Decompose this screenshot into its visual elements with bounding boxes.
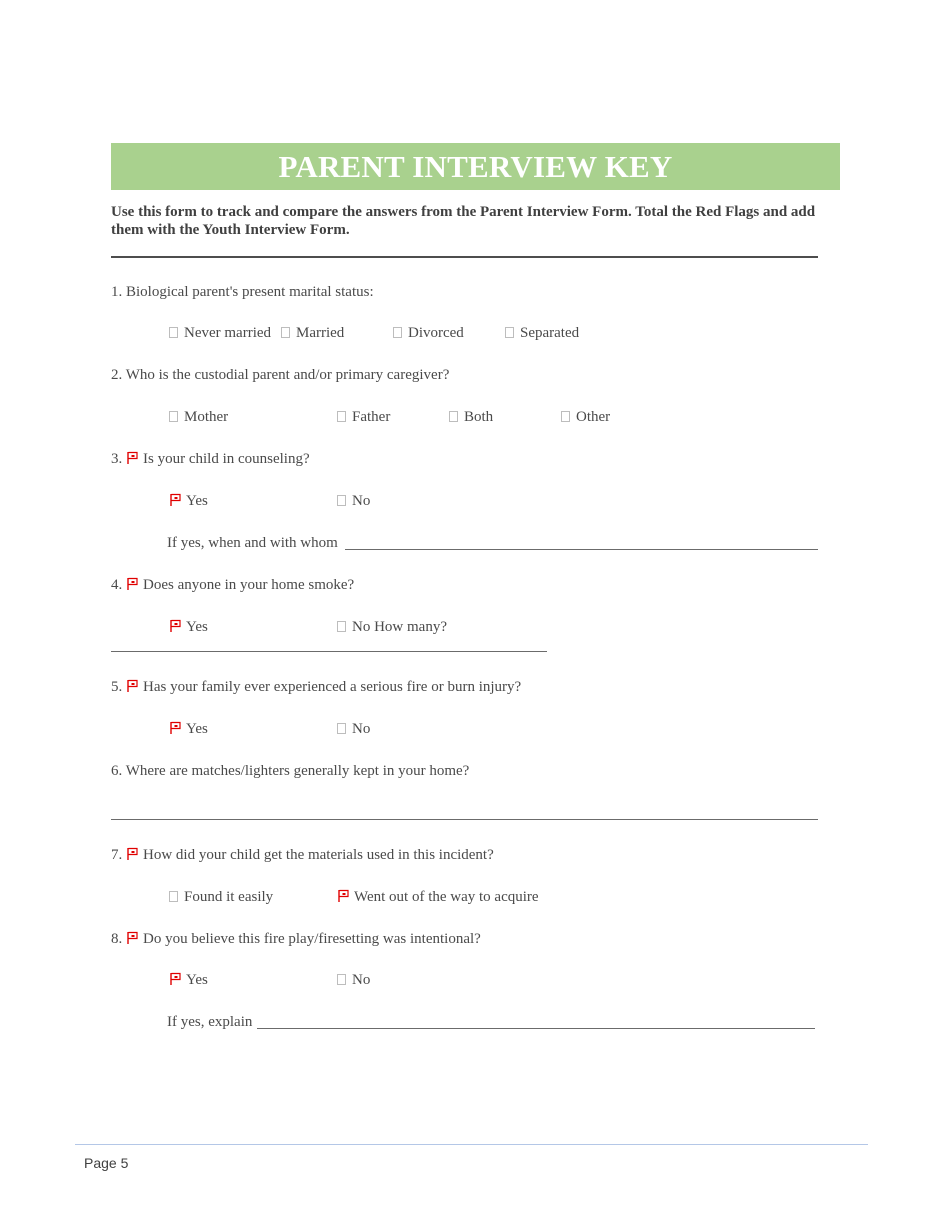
red-flag-icon <box>337 889 350 902</box>
title-banner <box>111 143 840 190</box>
option-never-married[interactable]: Never married <box>169 325 271 342</box>
answer-line[interactable] <box>257 1028 815 1029</box>
red-flag-icon <box>126 577 139 590</box>
red-flag-icon <box>126 451 139 464</box>
answer-line[interactable] <box>345 549 818 550</box>
checkbox-icon <box>337 411 346 422</box>
question-8: 8. Do you believe this fire play/firesetting was intentional? <box>111 931 481 947</box>
intro-text: Use this form to track and compare the answers from the Parent Interview Form. Total the Red Flags and add them with the Youth Interview Form. <box>111 204 816 238</box>
option-both[interactable]: Both <box>449 409 493 426</box>
question-4: 4. Does anyone in your home smoke? <box>111 577 355 593</box>
question-1: 1. Biological parent's present marital status: <box>111 284 374 300</box>
option-mother[interactable]: Mother <box>169 409 228 426</box>
checkbox-icon <box>169 327 178 338</box>
option-no[interactable]: No <box>337 972 370 989</box>
answer-line[interactable] <box>111 651 547 652</box>
checkbox-icon <box>337 621 346 632</box>
checkbox-icon <box>281 327 290 338</box>
option-no[interactable]: No <box>337 493 370 510</box>
header-divider <box>111 256 818 258</box>
option-other[interactable]: Other <box>561 409 610 426</box>
page-title: PARENT INTERVIEW KEY <box>278 148 673 184</box>
question-7: 7. How did your child get the materials used in this incident? <box>111 847 494 863</box>
option-father[interactable]: Father <box>337 409 390 426</box>
option-yes[interactable]: Yes <box>169 721 208 738</box>
red-flag-icon <box>126 931 139 944</box>
option-yes[interactable]: Yes <box>169 493 208 510</box>
checkbox-icon <box>449 411 458 422</box>
question-2: 2. Who is the custodial parent and/or primary caregiver? <box>111 367 450 383</box>
checkbox-icon <box>505 327 514 338</box>
followup-label: If yes, explain <box>167 1014 253 1030</box>
footer-divider <box>75 1144 868 1145</box>
checkbox-icon <box>337 495 346 506</box>
checkbox-icon <box>169 891 178 902</box>
page-number: Page 5 <box>84 1155 129 1171</box>
answer-line[interactable] <box>111 819 818 820</box>
followup-label: If yes, when and with whom <box>167 535 338 551</box>
option-married[interactable]: Married <box>281 325 344 342</box>
question-6: 6. Where are matches/lighters generally kept in your home? <box>111 763 470 779</box>
question-3: 3. Is your child in counseling? <box>111 451 310 467</box>
option-went-out-of-way[interactable]: Went out of the way to acquire <box>337 889 539 906</box>
question-5: 5. Has your family ever experienced a serious fire or burn injury? <box>111 679 522 695</box>
option-separated[interactable]: Separated <box>505 325 579 342</box>
option-yes[interactable]: Yes <box>169 619 208 636</box>
red-flag-icon <box>126 847 139 860</box>
red-flag-icon <box>169 972 182 985</box>
option-found-it-easily[interactable]: Found it easily <box>169 889 273 906</box>
red-flag-icon <box>169 619 182 632</box>
checkbox-icon <box>169 411 178 422</box>
option-no-how-many[interactable]: No How many? <box>337 619 447 636</box>
red-flag-icon <box>169 721 182 734</box>
red-flag-icon <box>126 679 139 692</box>
option-no[interactable]: No <box>337 721 370 738</box>
checkbox-icon <box>393 327 402 338</box>
checkbox-icon <box>337 723 346 734</box>
option-divorced[interactable]: Divorced <box>393 325 464 342</box>
red-flag-icon <box>169 493 182 506</box>
checkbox-icon <box>561 411 570 422</box>
option-yes[interactable]: Yes <box>169 972 208 989</box>
checkbox-icon <box>337 974 346 985</box>
